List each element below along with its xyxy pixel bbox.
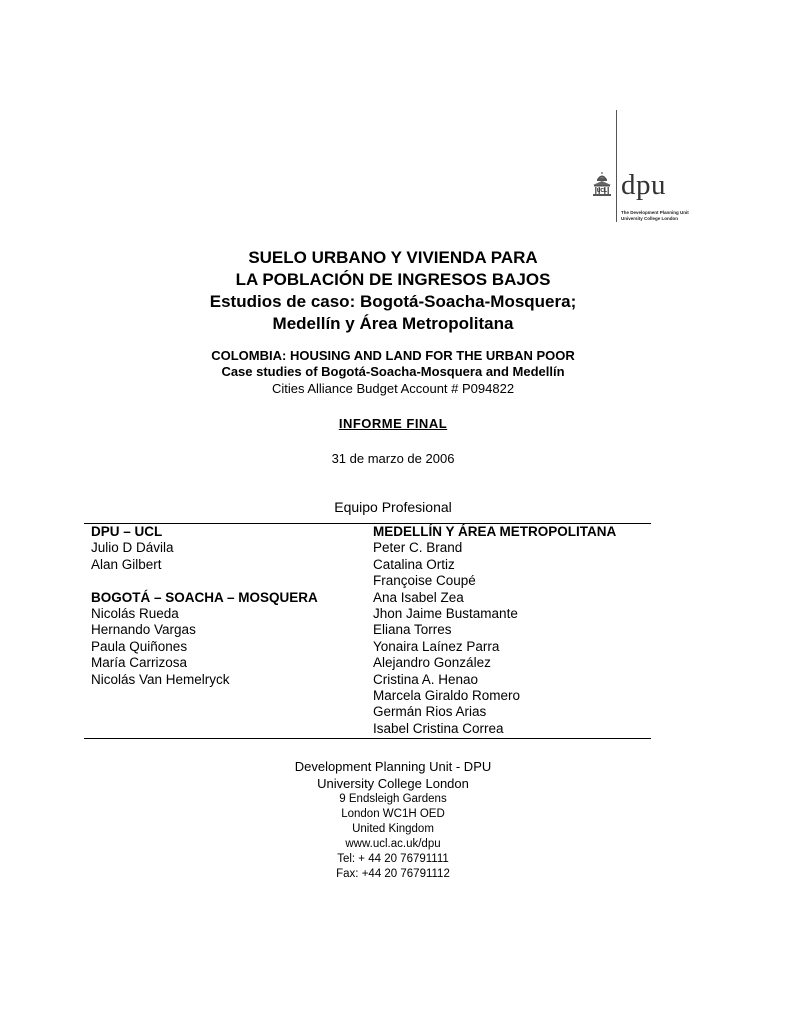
team-right-column [373,524,616,737]
team-left-member [91,573,318,589]
team-left-member: Nicolás Van Hemelryck [91,671,230,687]
title-line-3: Estudios de caso: Bogotá-Soacha-Mosquera; [209,292,577,311]
team-right-member: Eliana Torres [373,622,452,638]
team-right-member: Ana Isabel Zea [373,589,464,605]
english-subtitle: Case studies of Bogotá-Soacha-Mosquera and Medellín [221,364,565,379]
team-bottom-rule [84,738,651,739]
footer-university: University College London [317,776,469,791]
team-left-member: Julio D Dávila [91,540,174,556]
team-right-member: Isabel Cristina Correa [373,720,504,736]
team-right-member: Germán Rios Arias [373,704,487,720]
team-right-member: Marcela Giraldo Romero [373,688,521,704]
footer-city: London WC1H OED [341,808,445,820]
team-right-member: Yonaira Laínez Parra [373,638,500,654]
logo-subtitle [621,210,689,222]
team-left-member: Paula Quiñones [91,638,188,654]
team-right-member: Jhon Jaime Bustamante [373,606,518,622]
team-right-member: Alejandro González [373,655,491,671]
team-right-member: Catalina Ortiz [373,556,455,572]
team-right-member: Cristina A. Henao [373,671,479,687]
footer-fax: Fax: +44 20 76791112 [336,868,450,880]
team-left-member: Alan Gilbert [91,556,162,572]
team-right-member: Peter C. Brand [373,540,463,556]
team-right-member: Françoise Coupé [373,573,476,589]
title-line-4: Medellín y Área Metropolitana [272,314,514,333]
title-line-2: LA POBLACIÓN DE INGRESOS BAJOS [235,270,551,289]
dpu-wordmark: dpu [621,169,666,201]
team-left-member: María Carrizosa [91,655,188,671]
team-left-column [91,524,318,688]
team-left-member: Hernando Vargas [91,622,196,638]
team-right-heading: MEDELLÍN Y ÁREA METROPOLITANA [373,524,617,539]
footer-phone: Tel: + 44 20 76791111 [337,853,449,865]
report-type: INFORME FINAL [338,416,448,431]
title-line-1: SUELO URBANO Y VIVIENDA PARA [248,248,538,267]
svg-text:UCL: UCL [596,188,608,194]
team-left-member: Nicolás Rueda [91,606,179,622]
team-left-heading: DPU – UCL [91,524,163,539]
logo-divider [616,110,617,222]
budget-account: Cities Alliance Budget Account # P094822 [271,381,515,396]
footer-street: 9 Endsleigh Gardens [339,793,447,805]
team-title: Equipo Profesional [334,499,452,515]
team-left-heading: BOGOTÁ – SOACHA – MOSQUERA [91,589,318,605]
footer-unit: Development Planning Unit - DPU [294,759,492,774]
report-date: 31 de marzo de 2006 [331,451,455,466]
ucl-portico-icon [591,170,613,198]
logo-subtitle-line2: University College London [621,216,679,221]
footer-country: United Kingdom [352,823,434,835]
english-title: COLOMBIA: HOUSING AND LAND FOR THE URBAN POOR [211,348,575,363]
logo-subtitle-line1: The Development Planning Unit [621,210,689,215]
footer-website: www.ucl.ac.uk/dpu [345,838,441,850]
